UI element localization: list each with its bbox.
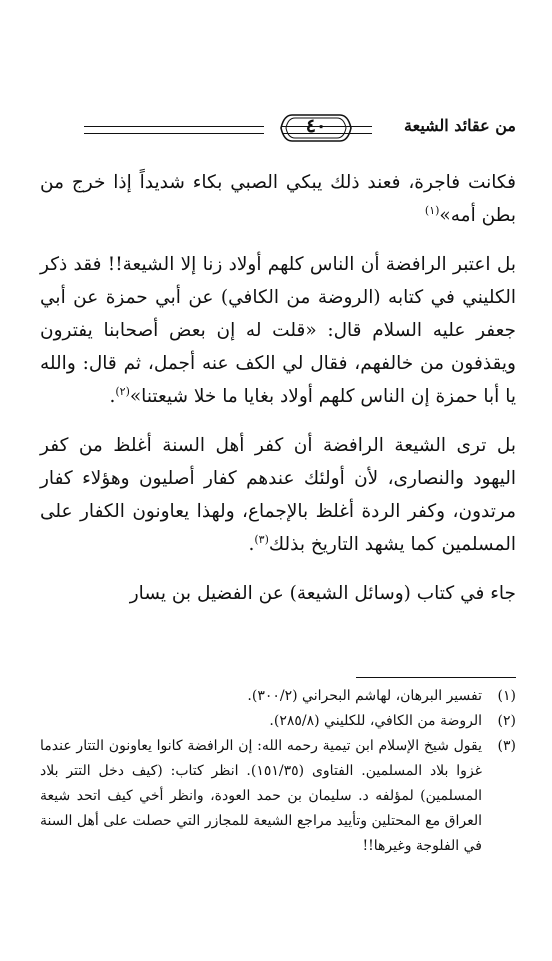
paragraph-3-end: . [248,534,255,555]
footnote-number: (١) [497,688,516,704]
paragraph-2-text: بل اعتبر الرافضة أن الناس كلهم أولاد زنا إلا الشيعة!! فقد ذكر الكليني في كتابه (الروضة من الكافي) عن أبي حمزة عن أبي جعفر عليه السلام قال: «قلت له إن بعض أصحابنا يفترون ويقذفون من خالفهم، فقال لي الكف عنه أجمل، ثم قال: والله يا أبا حمزة إن الناس كلهم أولاد بغايا ما خلا شيعتنا» [40,254,516,407]
footnote-ref-1: (١) [424,203,440,217]
paragraph-2-end: . [109,386,116,407]
footnotes [40,684,516,859]
footnote-3 [40,734,516,859]
paragraph-3-text: بل ترى الشيعة الرافضة أن كفر أهل السنة أغلظ من كفر اليهود والنصارى، لأن أولئك عندهم كفار أصليون وهؤلاء كفار مرتدون، وكفر الردة أغلظ بالإجماع، ولهذا يعاونون الكفار على المسلمين كما يشهد التاريخ بذلك [40,435,516,555]
running-title: من عقائد الشيعة [404,116,516,135]
footnote-number: (٢) [497,713,516,729]
footnote-1 [40,684,516,709]
paragraph-4-text: جاء في كتاب (وسائل الشيعة) عن الفضيل بن يسار [129,583,516,604]
footnote-text: يقول شيخ الإسلام ابن تيمية رحمه الله: إن الرافضة كانوا يعاونون التتار عندما غزوا بلاد المسلمين. الفتاوى (١٥١/٣٥). انظر كتاب: (كيف دخل التتر بلاد المسلمين) لمؤلفه د. سليمان بن حمد العودة، وانظر أخي كيف اتحد شيعة العراق مع المحتلين وتأييد مراجع الشيعة للمجازر التي حصلت على أهل السنة في الفلوجة وغيرها!! [40,738,482,854]
header-rule-left [84,126,264,134]
footnote-2 [40,709,516,734]
page-number: ٤٠ [305,115,327,137]
footnote-text: الروضة من الكافي، للكليني (٢٨٥/٨). [269,713,482,729]
paragraph-3 [40,429,516,561]
paragraph-1-text: فكانت فاجرة، فعند ذلك يبكي الصبي بكاء شديداً إذا خرج من بطن أمه» [40,172,516,226]
footnote-separator [356,677,516,678]
footnote-ref-2: (٢) [115,384,130,398]
main-text [40,166,516,610]
paragraph-1 [40,166,516,232]
footnote-number: (٣) [497,738,516,754]
paragraph-4 [40,577,516,610]
paragraph-2 [40,248,516,413]
page-header [40,112,516,148]
page-number-badge [278,112,354,144]
footnote-text: تفسير البرهان، لهاشم البحراني (٣٠٠/٢). [247,688,482,704]
footnote-ref-3: (٣) [254,532,269,546]
